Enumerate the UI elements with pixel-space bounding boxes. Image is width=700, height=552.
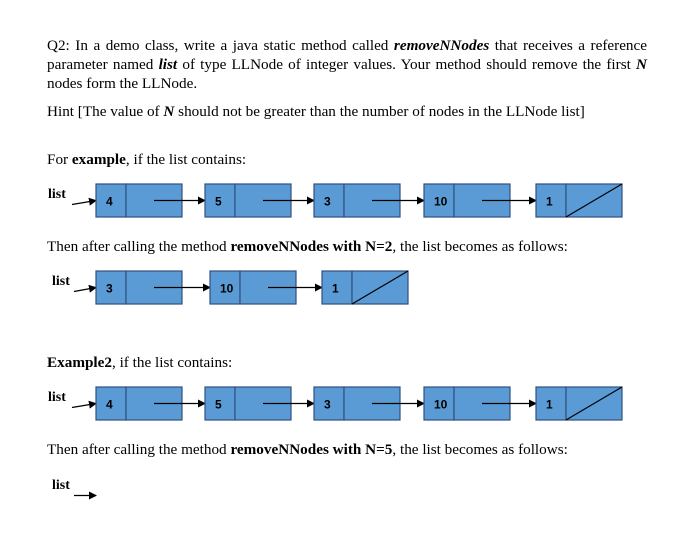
then1-prefix: Then after calling the method <box>47 238 231 255</box>
example2-suffix: , if the list contains: <box>111 354 233 371</box>
node-value: 4 <box>106 194 113 209</box>
node-value: 5 <box>215 397 222 412</box>
node-value: 1 <box>546 194 553 209</box>
question-mid2: of type LLNode of integer values. Your method should remove the first <box>177 56 637 73</box>
then2-prefix: Then after calling the method <box>47 441 231 458</box>
then1-suffix: , the list becomes as follows: <box>392 238 568 255</box>
example1-suffix: , if the list contains: <box>125 151 247 168</box>
list-label: list <box>52 478 70 493</box>
head-pointer-arrow <box>72 201 96 205</box>
param-name: list <box>158 56 178 73</box>
question-end: nodes form the LLNode. <box>47 75 198 92</box>
node-value: 1 <box>546 397 553 412</box>
node-value: 5 <box>215 194 222 209</box>
example1-prefix: For <box>47 151 72 168</box>
list-label: list <box>52 274 70 289</box>
method-name: removeNNodes <box>393 37 490 54</box>
node-value: 4 <box>106 397 113 412</box>
hint-n: N <box>163 103 175 120</box>
example2-bold: Example2 <box>47 354 112 371</box>
list-label: list <box>48 390 66 405</box>
node-value: 3 <box>106 281 113 296</box>
then2-bold: removeNNodes with N=5 <box>230 441 393 458</box>
hint-prefix: Hint [The value of <box>47 103 164 120</box>
node-value: 1 <box>332 281 339 296</box>
head-pointer-arrow <box>72 404 96 408</box>
then2-suffix: , the list becomes as follows: <box>392 441 568 458</box>
then1-bold: removeNNodes with N=2 <box>230 238 393 255</box>
question-prefix: Q2: In a demo class, write a java static method called <box>47 37 394 54</box>
hint-suffix: should not be greater than the number of nodes in the LLNode list] <box>174 103 585 120</box>
question-mid1: that receives a reference parameter named <box>47 37 648 73</box>
node-value: 10 <box>434 397 448 412</box>
head-pointer-arrow <box>74 288 96 292</box>
node-value: 10 <box>220 281 234 296</box>
n-variable: N <box>636 56 647 73</box>
node-value: 10 <box>434 194 448 209</box>
node-value: 3 <box>324 194 331 209</box>
node-value: 3 <box>324 397 331 412</box>
list-label: list <box>48 187 66 202</box>
example1-bold: example <box>71 151 126 168</box>
